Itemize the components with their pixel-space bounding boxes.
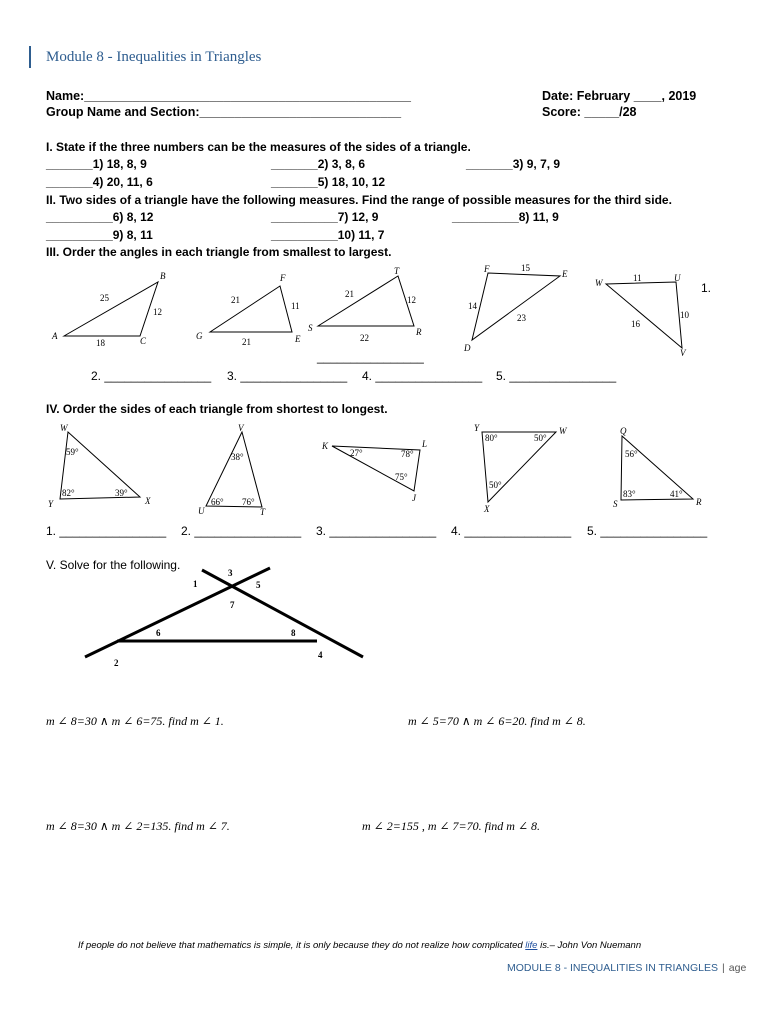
- problem-4: m ∠ 2=155 , m ∠ 7=70. find m ∠ 8.: [362, 819, 541, 833]
- s3-answer-3: 3. ________________: [227, 369, 348, 383]
- s3-answer-2: 2. ________________: [91, 369, 212, 383]
- svg-text:C: C: [140, 336, 147, 346]
- svg-text:12: 12: [153, 307, 162, 317]
- svg-text:D: D: [464, 343, 471, 353]
- svg-text:V: V: [238, 423, 244, 433]
- svg-text:38°: 38°: [231, 452, 244, 462]
- svg-text:82°: 82°: [62, 488, 75, 498]
- svg-text:G: G: [196, 331, 203, 341]
- svg-text:W: W: [60, 423, 68, 433]
- svg-text:15: 15: [521, 263, 530, 273]
- triangle-wuv: [592, 270, 702, 360]
- triangle-vut: [192, 420, 282, 520]
- svg-text:3: 3: [228, 568, 233, 578]
- svg-text:66°: 66°: [211, 497, 224, 507]
- group-field: Group Name and Section:_____________________________: [46, 105, 402, 119]
- svg-text:B: B: [160, 271, 166, 281]
- triangle-qsr: [608, 424, 708, 514]
- section5-instruction: V. Solve for the following.: [46, 558, 181, 572]
- s2-item-10: __________10) 11, 7: [271, 228, 385, 242]
- svg-text:5: 5: [256, 580, 261, 590]
- svg-text:18: 18: [96, 338, 105, 348]
- triangle-str: [304, 264, 432, 364]
- svg-text:E: E: [562, 269, 568, 279]
- svg-text:Y: Y: [474, 423, 480, 433]
- score-field: Score: _____/28: [542, 105, 637, 119]
- s1-item-5: _______5) 18, 10, 12: [271, 175, 386, 189]
- svg-text:J: J: [412, 493, 416, 503]
- section1-instruction: I. State if the three numbers can be the measures of the sides of a triangle.: [46, 140, 471, 154]
- s1-item-2: _______2) 3, 8, 6: [271, 157, 366, 171]
- svg-text:25: 25: [100, 293, 109, 303]
- date-field: Date: February ____, 2019: [542, 89, 697, 103]
- svg-text:83°: 83°: [623, 489, 636, 499]
- angle-diagram: [80, 560, 370, 670]
- triangle-ywx: [470, 422, 575, 517]
- svg-text:T: T: [394, 266, 400, 276]
- section4-instruction: IV. Order the sides of each triangle from shortest to longest.: [46, 402, 388, 416]
- svg-text:R: R: [416, 327, 422, 337]
- svg-text:21: 21: [345, 289, 354, 299]
- s3-answer-3-line: ________________: [317, 350, 424, 364]
- s4-answer-1: 1. ________________: [46, 524, 167, 538]
- svg-text:X: X: [145, 496, 151, 506]
- svg-text:Y: Y: [48, 499, 54, 509]
- page-title: Module 8 - Inequalities in Triangles: [46, 49, 262, 65]
- triangle-abc: [48, 266, 178, 351]
- svg-text:39°: 39°: [115, 488, 128, 498]
- svg-text:14: 14: [468, 301, 477, 311]
- s3-answer-1: 1.: [701, 281, 712, 295]
- section2-instruction: II. Two sides of a triangle have the following measures. Find the range of possible measures for the third side.: [46, 193, 672, 207]
- svg-text:21: 21: [242, 337, 251, 347]
- svg-text:R: R: [696, 497, 702, 507]
- svg-text:76°: 76°: [242, 497, 255, 507]
- s2-item-8: __________8) 11, 9: [452, 210, 559, 224]
- svg-text:75°: 75°: [395, 472, 408, 482]
- svg-text:16: 16: [631, 319, 640, 329]
- s1-item-4: _______4) 20, 11, 6: [46, 175, 153, 189]
- footer-quote: If people do not believe that mathematics is simple, it is only because they do not realize how complicated life is.– John Von Nuemann: [78, 940, 642, 951]
- section3-instruction: III. Order the angles in each triangle from smallest to largest.: [46, 245, 392, 259]
- s1-item-3: _______3) 9, 7, 9: [466, 157, 561, 171]
- svg-text:L: L: [422, 439, 428, 449]
- svg-text:S: S: [308, 323, 313, 333]
- svg-text:F: F: [484, 264, 490, 274]
- svg-text:56°: 56°: [625, 449, 638, 459]
- s2-item-6: __________6) 8, 12: [46, 210, 154, 224]
- triangle-klj: [318, 432, 433, 512]
- svg-text:F: F: [280, 273, 286, 283]
- svg-text:27°: 27°: [350, 448, 363, 458]
- svg-text:W: W: [595, 278, 603, 288]
- svg-text:10: 10: [680, 310, 689, 320]
- svg-text:2: 2: [114, 658, 119, 668]
- s2-item-9: __________9) 8, 11: [46, 228, 153, 242]
- triangle-wyx: [44, 420, 164, 510]
- s4-answer-3: 3. ________________: [316, 524, 437, 538]
- svg-text:80°: 80°: [485, 433, 498, 443]
- svg-text:21: 21: [231, 295, 240, 305]
- svg-text:A: A: [52, 331, 58, 341]
- svg-text:X: X: [484, 504, 490, 514]
- svg-text:6: 6: [156, 628, 161, 638]
- triangle-gfe: [192, 270, 317, 355]
- svg-text:T: T: [260, 507, 266, 517]
- svg-text:1: 1: [193, 579, 198, 589]
- svg-text:W: W: [559, 426, 567, 436]
- title-accent-bar: [29, 46, 31, 68]
- svg-text:50°: 50°: [489, 480, 502, 490]
- svg-text:41°: 41°: [670, 489, 683, 499]
- svg-text:U: U: [674, 273, 681, 283]
- svg-text:S: S: [613, 499, 618, 509]
- s3-answer-4: 4. ________________: [362, 369, 483, 383]
- svg-text:4: 4: [318, 650, 323, 660]
- triangle-fed: [458, 262, 583, 357]
- problem-3: m ∠ 8=30 ∧ m ∠ 2=135. find m ∠ 7.: [46, 819, 230, 833]
- svg-text:U: U: [198, 506, 205, 516]
- svg-text:50°: 50°: [534, 433, 547, 443]
- name-field: Name:_______________________________________________: [46, 89, 411, 103]
- svg-text:11: 11: [291, 301, 300, 311]
- quote-life-link[interactable]: life: [525, 940, 538, 951]
- svg-text:Q: Q: [620, 426, 627, 436]
- problem-1: m ∠ 8=30 ∧ m ∠ 6=75. find m ∠ 1.: [46, 714, 224, 728]
- s1-item-1: _______1) 18, 8, 9: [46, 157, 147, 171]
- footer-running-title: MODULE 8 - INEQUALITIES IN TRIANGLES | age: [507, 962, 747, 974]
- svg-text:11: 11: [633, 273, 642, 283]
- svg-text:8: 8: [291, 628, 296, 638]
- s3-answer-5: 5. ________________: [496, 369, 617, 383]
- problem-2: m ∠ 5=70 ∧ m ∠ 6=20. find m ∠ 8.: [408, 714, 586, 728]
- s2-item-7: __________7) 12, 9: [271, 210, 379, 224]
- s4-answer-5: 5. ________________: [587, 524, 708, 538]
- s4-answer-4: 4. ________________: [451, 524, 572, 538]
- svg-text:22: 22: [360, 333, 369, 343]
- svg-text:7: 7: [230, 600, 235, 610]
- svg-text:E: E: [295, 334, 301, 344]
- svg-text:23: 23: [517, 313, 526, 323]
- svg-text:59°: 59°: [66, 447, 79, 457]
- svg-text:V: V: [680, 348, 686, 358]
- s4-answer-2: 2. ________________: [181, 524, 302, 538]
- svg-text:K: K: [322, 441, 329, 451]
- svg-text:12: 12: [407, 295, 416, 305]
- svg-text:78°: 78°: [401, 449, 414, 459]
